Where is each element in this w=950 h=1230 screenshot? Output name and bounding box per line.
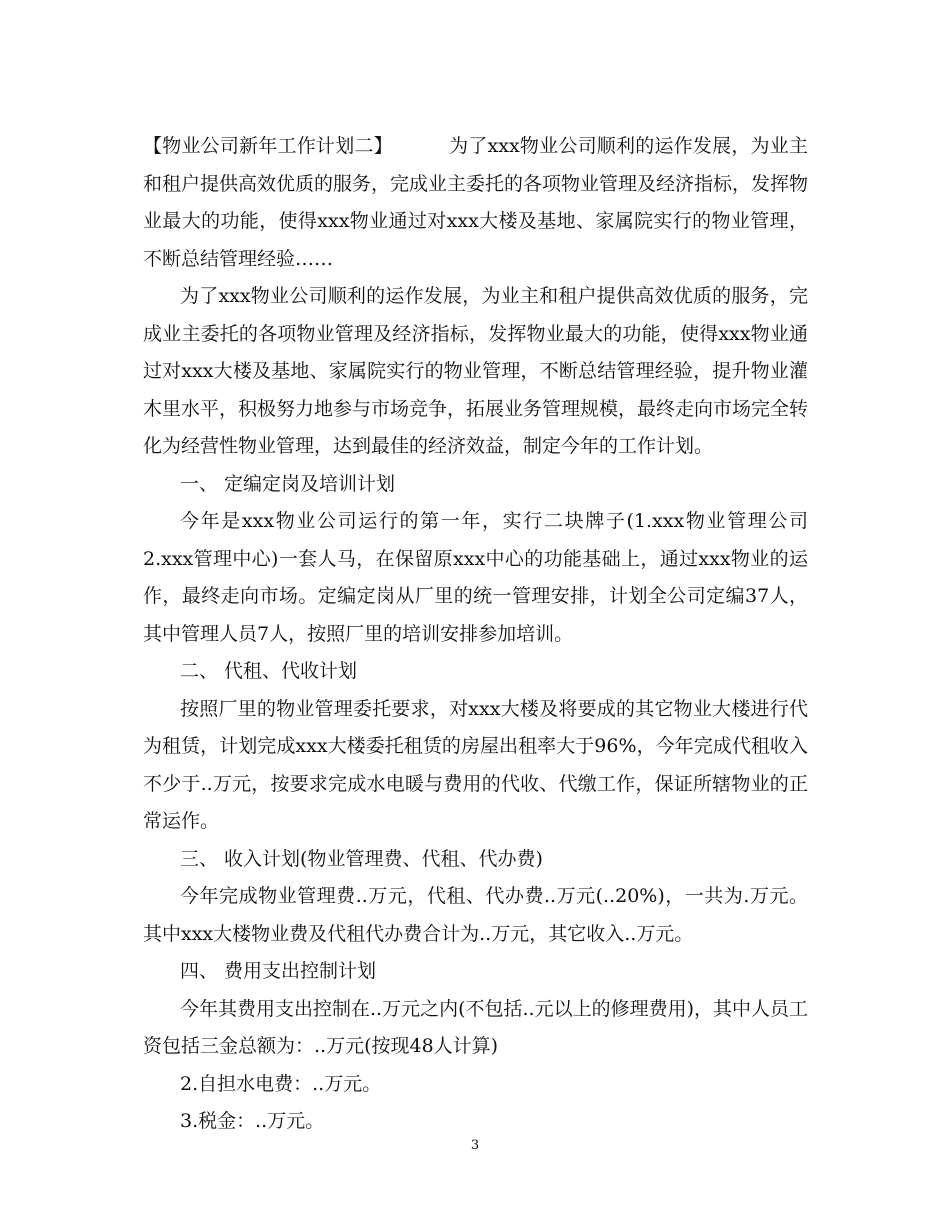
section-heading-leasing: 二、 代租、代收计划 bbox=[180, 660, 358, 682]
paragraph-expenses: 今年其费用支出控制在..万元之内(不包括..元以上的修理费用)，其中人员工资包括三金总额为：..万元(按现48人计算) bbox=[143, 997, 808, 1057]
list-item-utilities: 2.自担水电费：..万元。 bbox=[180, 1072, 382, 1095]
paragraph-income: 今年完成物业管理费..万元，代租、代办费..万元(..20%)，一共为.万元。其中xxx大楼物业费及代租代办费合计为..万元，其它收入..万元。 bbox=[143, 885, 808, 945]
intro-text: 为了xxx物业公司顺利的运作发展，为业主和租户提供高效优质的服务，完成业主委托的各项物业管理及经济指标，发挥物业最大的功能，使得xxx物业通过对xxx大楼及基地、家属院实行的物业管理，不断总结管理经验…… bbox=[143, 135, 809, 270]
list-item-taxes: 3.税金：..万元。 bbox=[180, 1110, 325, 1132]
intro-title: 【物业公司新年工作计划二】 bbox=[143, 135, 393, 157]
section-heading-expenses: 四、 费用支出控制计划 bbox=[180, 960, 377, 982]
section-heading-staffing: 一、 定编定岗及培训计划 bbox=[180, 472, 396, 495]
document-body bbox=[143, 128, 808, 1141]
paragraph-purpose: 为了xxx物业公司顺利的运作发展，为业主和租户提供高效优质的服务，完成业主委托的各项物业管理及经济指标，发挥物业最大的功能，使得xxx物业通过对xxx大楼及基地、家属院实行的物业管理，不断总结管理经验，提升物业灌木里水平，积极努力地参与市场竞争，拓展业务管理规模，最终走向市场完全转化为经营性物业管理，达到最佳的经济效益，制定今年的工作计划。 bbox=[143, 285, 809, 457]
page-number: 3 bbox=[470, 1138, 480, 1153]
paragraph-leasing: 按照厂里的物业管理委托要求，对xxx大楼及将要成的其它物业大楼进行代为租赁，计划完成xxx大楼委托租赁的房屋出租率大于96%，今年完成代租收入不少于..万元，按要求完成水电暖与费用的代收、代缴工作，保证所辖物业的正常运作。 bbox=[143, 697, 808, 832]
intro-paragraph bbox=[143, 128, 808, 278]
section-heading-income: 三、 收入计划(物业管理费、代租、代办费) bbox=[180, 847, 543, 870]
paragraph-staffing: 今年是xxx物业公司运行的第一年，实行二块牌子(1.xxx物业管理公司 2.xxx管理中心)一套人马，在保留原xxx中心的功能基础上，通过xxx物业的运作，最终走向市场。定编定岗从厂里的统一管理安排，计划全公司定编37人，其中管理人员7人，按照厂里的培训安排参加培训。 bbox=[143, 510, 808, 645]
